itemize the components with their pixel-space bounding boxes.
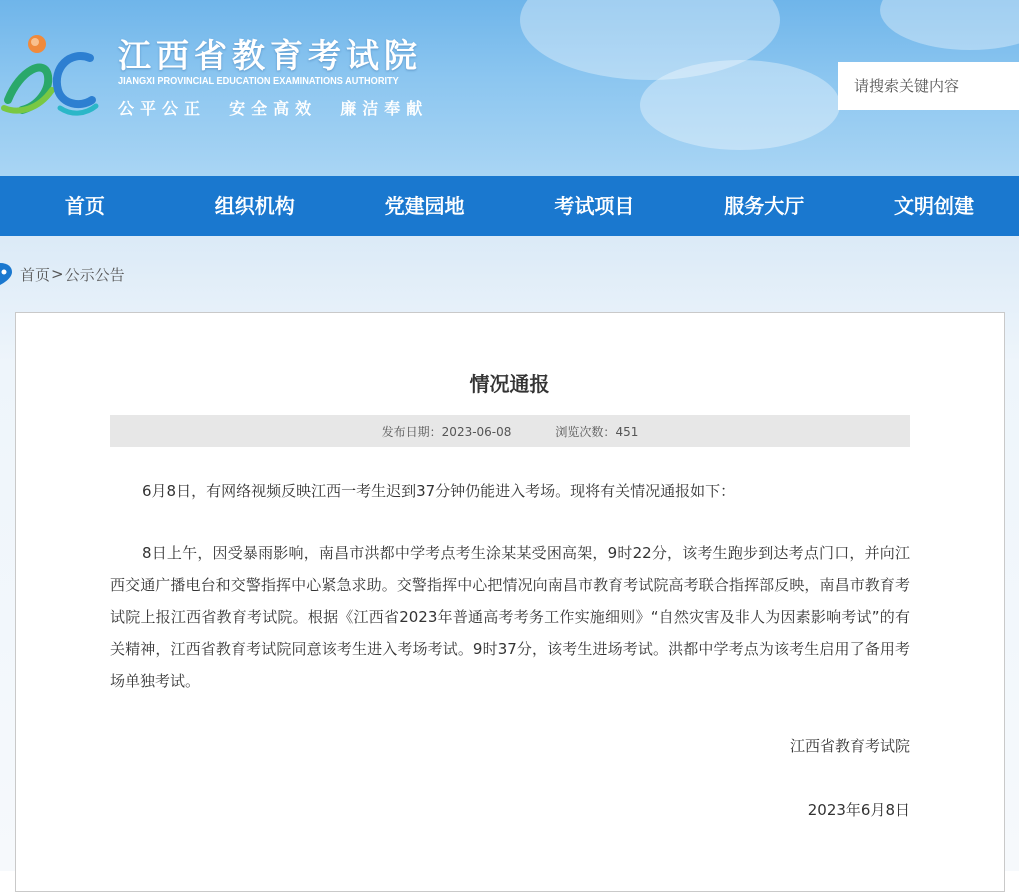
location-pin-icon [0, 263, 12, 285]
breadcrumb-current-link[interactable]: 公示公告 [64, 265, 125, 284]
site-title: 江西省教育考试院 [118, 36, 422, 75]
site-slogan: 公平公正 安全高效 廉洁奉献 [118, 99, 429, 118]
signature-date: 2023年6月8日 [807, 801, 910, 819]
site-subtitle: JIANGXI PROVINCIAL EDUCATION EXAMINATIONS AUTHORITY [118, 76, 399, 87]
article-content [110, 475, 910, 727]
main-nav [0, 176, 1019, 236]
nav-item-exam-projects[interactable]: 考试项目 [554, 194, 635, 218]
view-count [555, 423, 638, 440]
nav-item-organization[interactable]: 组织机构 [214, 194, 295, 218]
article-meta-bar [110, 415, 910, 447]
article-paragraph: 6月8日，有网络视频反映江西一考生迟到37分钟仍能进入考场。现将有关情况通报如下： [142, 482, 736, 500]
breadcrumb-home-link[interactable]: 首页 [20, 265, 51, 284]
jiangxi-exam-logo-icon[interactable] [0, 30, 100, 120]
breadcrumb-separator: > [51, 265, 64, 283]
search-input[interactable] [838, 62, 1019, 110]
view-count-label: 浏览次数： [555, 424, 616, 439]
article-paragraph: 8日上午，因受暴雨影响，南昌市洪都中学考点考生涂某某受困高架，9时22分，该考生跑步到达考点门口，并向江西交通广播电台和交警指挥中心紧急求助。交警指挥中心把情况向南昌市教育考试院高考联合指挥部反映，南昌市教育考试院上报江西省教育考试院。根据《江西省2023年普通高考考务工作实施细则》“自然灾害及非人为因素影响考试”的有关精神，江西省教育考试院同意该考生进入考场考试。9时37分，该考生进场考试。洪都中学考点为该考生启用了备用考场单独考试。 [110, 544, 910, 690]
article-title: 情况通报 [469, 372, 550, 396]
publish-date-value: 2023-06-08 [441, 424, 512, 439]
site-header [0, 0, 1019, 176]
publish-date [382, 423, 512, 440]
nav-item-civilization[interactable]: 文明创建 [894, 194, 975, 218]
cloud-decoration [880, 0, 1019, 50]
cloud-decoration [640, 60, 840, 150]
breadcrumb [0, 262, 125, 286]
nav-item-party-building[interactable]: 党建园地 [384, 194, 465, 218]
nav-item-home[interactable]: 首页 [64, 194, 105, 218]
view-count-value: 451 [615, 424, 639, 439]
publish-date-label: 发布日期： [381, 424, 442, 439]
signature-organization: 江西省教育考试院 [789, 737, 910, 755]
nav-item-service-hall[interactable]: 服务大厅 [724, 194, 805, 218]
